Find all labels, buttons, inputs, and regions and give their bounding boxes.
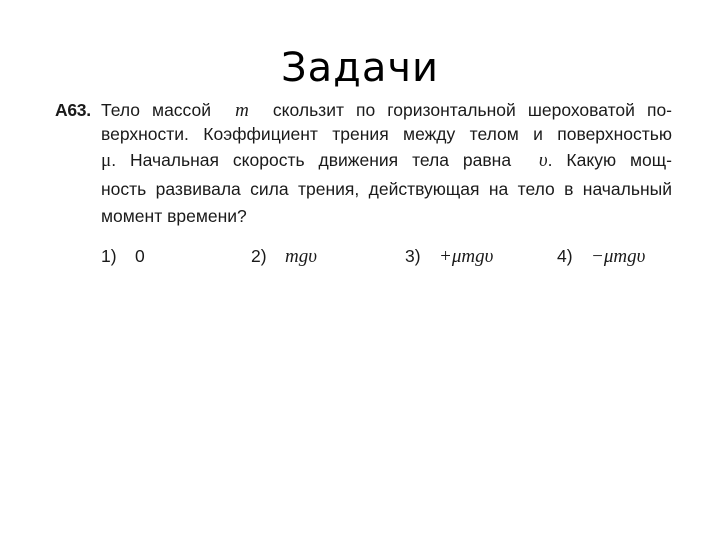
problem-line-4-text: ность развивала сила трения, действующая на тело в начальный bbox=[101, 179, 672, 199]
mu-symbol: μ bbox=[101, 150, 112, 171]
problem-label: A63. bbox=[55, 100, 91, 120]
answer-number: 3) bbox=[405, 246, 421, 266]
problem-line-2-text: верхности. Коэффициент трения между телом и поверхностью bbox=[101, 124, 672, 144]
answer-option-3[interactable] bbox=[405, 242, 493, 271]
answer-value: 0 bbox=[135, 246, 145, 266]
answer-options bbox=[101, 242, 672, 270]
problem-line-2 bbox=[55, 122, 672, 146]
answer-number: 4) bbox=[557, 246, 573, 266]
problem-statement bbox=[55, 98, 672, 228]
problem-line-5-text: момент времени? bbox=[101, 206, 247, 226]
line1-part-a: Тело массой bbox=[101, 100, 212, 120]
problem-line-3 bbox=[55, 146, 672, 174]
answer-number: 2) bbox=[251, 246, 267, 266]
answer-option-1[interactable] bbox=[101, 242, 145, 270]
slide-title: Задачи bbox=[281, 45, 439, 91]
answer-value: −μmgυ bbox=[591, 246, 646, 267]
line3-part-a: . Начальная скорость движения тела равна bbox=[111, 150, 512, 170]
line3-part-b: . Какую мощ- bbox=[547, 150, 672, 170]
problem-line-4 bbox=[55, 174, 672, 204]
line1-part-b: скользит по горизонтальной шероховатой по- bbox=[272, 100, 672, 120]
problem-line-1 bbox=[55, 98, 672, 122]
answer-option-4[interactable] bbox=[557, 242, 645, 271]
problem-line-5 bbox=[55, 204, 672, 228]
answer-number: 1) bbox=[101, 246, 117, 266]
velocity-symbol: υ bbox=[538, 150, 548, 171]
answer-option-2[interactable] bbox=[251, 242, 317, 271]
mass-symbol: m bbox=[235, 100, 249, 121]
answer-value: +μmgυ bbox=[439, 246, 494, 267]
problem-line-1-text bbox=[101, 98, 672, 123]
answer-value: mgυ bbox=[285, 246, 317, 267]
problem-line-3-text bbox=[101, 146, 672, 175]
